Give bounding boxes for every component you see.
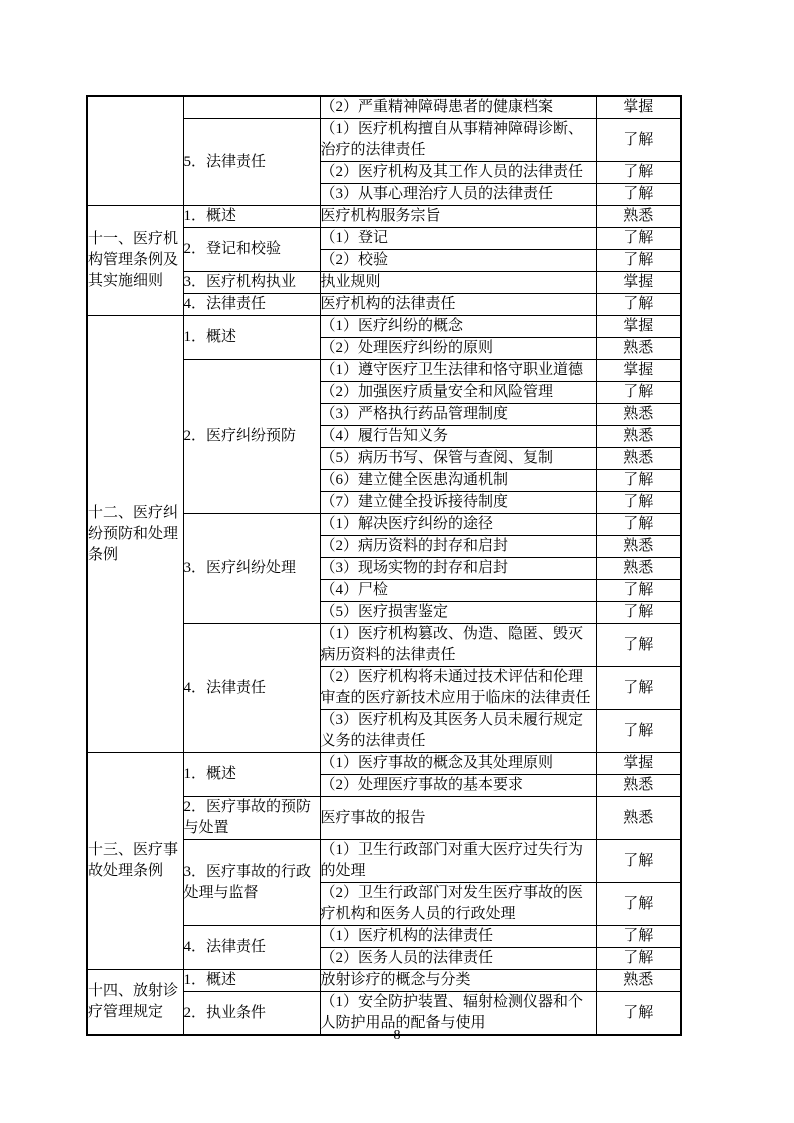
level-cell: 了解 <box>596 840 681 883</box>
item-cell: （1）医疗机构擅自从事精神障碍诊断、治疗的法律责任 <box>320 119 596 162</box>
level-cell: 掌握 <box>596 96 681 119</box>
item-cell: （2）处理医疗纠纷的原则 <box>320 338 596 360</box>
section-cell: 3．医疗纠纷处理 <box>183 514 320 624</box>
section-cell: 1．概述 <box>183 970 320 992</box>
level-cell: 了解 <box>596 992 681 1036</box>
item-cell: （4）尸检 <box>320 580 596 602</box>
item-cell: （1）医疗机构的法律责任 <box>320 926 596 948</box>
level-cell: 了解 <box>596 948 681 970</box>
section-cell: 3．医疗机构执业 <box>183 272 320 294</box>
level-cell: 熟悉 <box>596 536 681 558</box>
item-cell: （2）医疗机构将未通过技术评估和伦理审查的医疗新技术应用于临床的法律责任 <box>320 667 596 710</box>
item-cell: （2）医疗机构及其工作人员的法律责任 <box>320 162 596 184</box>
level-cell: 了解 <box>596 580 681 602</box>
section-cell: 2．执业条件 <box>183 992 320 1036</box>
item-cell: （3）医疗机构及其医务人员未履行规定义务的法律责任 <box>320 710 596 753</box>
item-cell: （3）现场实物的封存和启封 <box>320 558 596 580</box>
level-cell: 了解 <box>596 667 681 710</box>
level-cell: 了解 <box>596 710 681 753</box>
section-cell: 1．概述 <box>183 316 320 360</box>
table-row <box>87 753 681 775</box>
level-cell: 了解 <box>596 294 681 316</box>
chapter-cell: 十二、医疗纠纷预防和处理条例 <box>87 316 183 753</box>
section-cell: 2．医疗纠纷预防 <box>183 360 320 514</box>
item-cell: （2）卫生行政部门对发生医疗事故的医疗机构和医务人员的行政处理 <box>320 883 596 926</box>
item-cell: （1）遵守医疗卫生法律和恪守职业道德 <box>320 360 596 382</box>
item-cell: 执业规则 <box>320 272 596 294</box>
level-cell: 了解 <box>596 602 681 624</box>
section-cell: 4．法律责任 <box>183 926 320 970</box>
item-cell: （2）校验 <box>320 250 596 272</box>
item-cell: （1）医疗机构篡改、伪造、隐匿、毁灭病历资料的法律责任 <box>320 624 596 667</box>
level-cell: 了解 <box>596 119 681 162</box>
chapter-cell <box>87 96 183 206</box>
level-cell: 掌握 <box>596 316 681 338</box>
level-cell: 了解 <box>596 382 681 404</box>
page-number: 8 <box>393 1028 401 1043</box>
level-cell: 掌握 <box>596 753 681 775</box>
section-cell: 5．法律责任 <box>183 119 320 206</box>
level-cell: 了解 <box>596 883 681 926</box>
chapter-cell: 十三、医疗事故处理条例 <box>87 753 183 970</box>
level-cell: 熟悉 <box>596 206 681 228</box>
level-cell: 了解 <box>596 162 681 184</box>
level-cell: 熟悉 <box>596 448 681 470</box>
item-cell: （1）登记 <box>320 228 596 250</box>
level-cell: 掌握 <box>596 272 681 294</box>
level-cell: 熟悉 <box>596 797 681 840</box>
item-cell: （1）医疗事故的概念及其处理原则 <box>320 753 596 775</box>
item-cell: （2）处理医疗事故的基本要求 <box>320 775 596 797</box>
level-cell: 了解 <box>596 470 681 492</box>
level-cell: 熟悉 <box>596 775 681 797</box>
level-cell: 熟悉 <box>596 338 681 360</box>
section-cell <box>183 96 320 119</box>
item-cell: （4）履行告知义务 <box>320 426 596 448</box>
syllabus-table <box>86 95 682 1036</box>
item-cell: 医疗机构的法律责任 <box>320 294 596 316</box>
table-row <box>87 206 681 228</box>
level-cell: 了解 <box>596 228 681 250</box>
item-cell: （1）医疗纠纷的概念 <box>320 316 596 338</box>
item-cell: （7）建立健全投诉接待制度 <box>320 492 596 514</box>
level-cell: 了解 <box>596 624 681 667</box>
level-cell: 熟悉 <box>596 426 681 448</box>
section-cell: 4．法律责任 <box>183 294 320 316</box>
item-cell: （3）严格执行药品管理制度 <box>320 404 596 426</box>
item-cell: 医疗事故的报告 <box>320 797 596 840</box>
section-cell: 3．医疗事故的行政处理与监督 <box>183 840 320 926</box>
item-cell: （2）严重精神障碍患者的健康档案 <box>320 96 596 119</box>
level-cell: 了解 <box>596 492 681 514</box>
section-cell: 4．法律责任 <box>183 624 320 753</box>
item-cell: （2）病历资料的封存和启封 <box>320 536 596 558</box>
level-cell: 熟悉 <box>596 558 681 580</box>
level-cell: 了解 <box>596 514 681 536</box>
item-cell: 医疗机构服务宗旨 <box>320 206 596 228</box>
section-cell: 2．医疗事故的预防与处置 <box>183 797 320 840</box>
level-cell: 熟悉 <box>596 404 681 426</box>
section-cell: 1．概述 <box>183 206 320 228</box>
table-row <box>87 96 681 119</box>
table-row <box>87 970 681 992</box>
level-cell: 了解 <box>596 184 681 206</box>
chapter-cell: 十四、放射诊疗管理规定 <box>87 970 183 1036</box>
item-cell: （2）医务人员的法律责任 <box>320 948 596 970</box>
level-cell: 了解 <box>596 926 681 948</box>
item-cell: （6）建立健全医患沟通机制 <box>320 470 596 492</box>
item-cell: （1）卫生行政部门对重大医疗过失行为的处理 <box>320 840 596 883</box>
level-cell: 了解 <box>596 250 681 272</box>
item-cell: （5）病历书写、保管与查阅、复制 <box>320 448 596 470</box>
table-row <box>87 316 681 338</box>
level-cell: 掌握 <box>596 360 681 382</box>
item-cell: （2）加强医疗质量安全和风险管理 <box>320 382 596 404</box>
item-cell: （1）解决医疗纠纷的途径 <box>320 514 596 536</box>
section-cell: 1．概述 <box>183 753 320 797</box>
chapter-cell: 十一、医疗机构管理条例及其实施细则 <box>87 206 183 316</box>
item-cell: 放射诊疗的概念与分类 <box>320 970 596 992</box>
level-cell: 熟悉 <box>596 970 681 992</box>
item-cell: （5）医疗损害鉴定 <box>320 602 596 624</box>
item-cell: （3）从事心理治疗人员的法律责任 <box>320 184 596 206</box>
item-cell: （1）安全防护装置、辐射检测仪器和个人防护用品的配备与使用 <box>320 992 596 1036</box>
section-cell: 2．登记和校验 <box>183 228 320 272</box>
